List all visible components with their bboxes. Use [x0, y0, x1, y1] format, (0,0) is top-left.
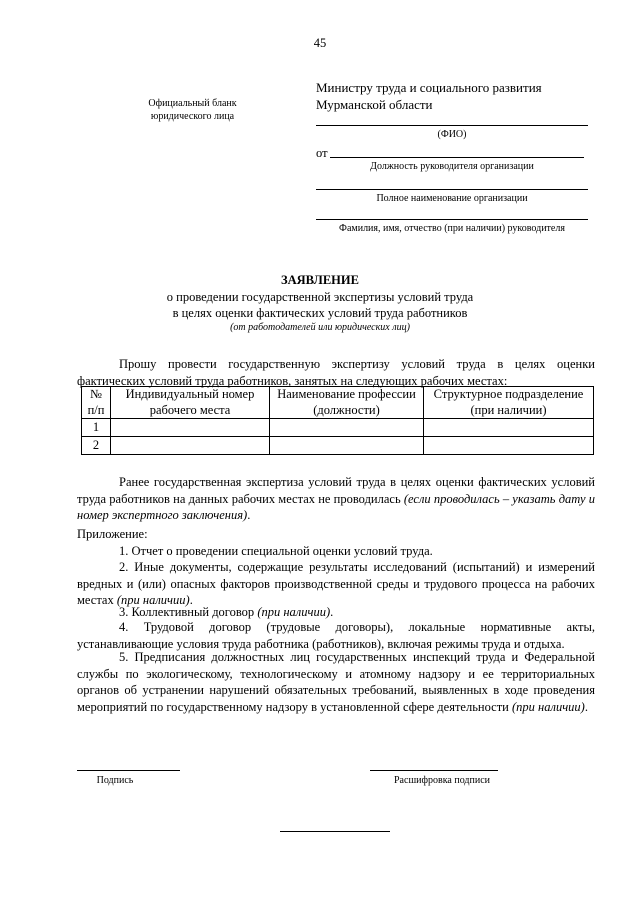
title-line1: о проведении государственной экспертизы условий труда	[166, 290, 474, 304]
letterhead-line1: Официальный бланк	[148, 98, 237, 109]
profession-cell	[270, 419, 424, 437]
department-cell	[424, 437, 594, 455]
addressee-block	[316, 79, 596, 113]
position-line	[330, 157, 584, 158]
from-label: от	[316, 146, 328, 160]
letterhead-line2: юридического лица	[150, 111, 235, 122]
title-line2: в целях оценки фактических условий труда работников	[172, 306, 468, 320]
prior-text: Ранее государственная экспертиза условий труда в целях оценки фактических условий труда работников на данных рабочих местах не проводилась	[77, 475, 595, 506]
attachment-item: 1. Отчет о проведении специальной оценки условий труда.	[119, 544, 433, 558]
addressee-line2: Мурманской области	[316, 97, 433, 112]
letterhead-placeholder	[120, 97, 265, 123]
attachments-label: Приложение:	[77, 527, 148, 541]
header-department: Структурное подразделение (при наличии)	[424, 387, 594, 419]
attachment-item: 3. Коллективный договор (при наличии).	[119, 605, 334, 619]
org-line	[316, 189, 588, 190]
footer-rule	[280, 831, 390, 832]
request-paragraph: Прошу провести государственную экспертизу условий труда в целях оценки фактических условий труда работников, занятых на следующих рабочих местах:	[77, 357, 595, 388]
signature-decode-line	[370, 770, 498, 771]
name-caption: Фамилия, имя, отчество (при наличии) руководителя	[339, 223, 565, 234]
header-profession: Наименование профессии (должности)	[270, 387, 424, 419]
workplaces-table	[81, 386, 594, 455]
signature-line	[77, 770, 180, 771]
attachment-item: 4. Трудовой договор (трудовые договоры), локальные нормативные акты, устанавливающие условия труда работника (работников), включая режимы труда и отдыха.	[77, 620, 595, 651]
fio-caption: (ФИО)	[437, 129, 467, 140]
name-line	[316, 219, 588, 220]
org-caption: Полное наименование организации	[376, 193, 528, 204]
title-note: (от работодателей или юридических лиц)	[230, 322, 410, 333]
workplace-id-cell	[111, 437, 270, 455]
row-number: 2	[82, 437, 111, 455]
row-number: 1	[82, 419, 111, 437]
department-cell	[424, 419, 594, 437]
document-title: ЗАЯВЛЕНИЕ	[281, 273, 359, 287]
profession-cell	[270, 437, 424, 455]
position-caption: Должность руководителя организации	[370, 161, 534, 172]
prior-expertise-paragraph: Ранее государственная экспертиза условий труда в целях оценки фактических условий труда работников на данных рабочих местах не проводилась (если проводилась – указать дату и номер экспертного заключения).	[77, 475, 595, 522]
header-number: № п/п	[82, 387, 111, 419]
page-number: 45	[313, 36, 327, 50]
attachment-item: 5. Предписания должностных лиц государственных инспекций труда и Федеральной службы по экологическому, технологическому и атомному надзору и ее территориальных органов об устранении нарушений обязательных требований, выявленных в ходе проведения мероприятий по государственному надзору в установленной сфере деятельности (при наличии).	[77, 650, 595, 714]
header-workplace-id: Индивидуальный номер рабочего места	[111, 387, 270, 419]
signature-caption: Подпись	[96, 775, 134, 786]
workplace-id-cell	[111, 419, 270, 437]
fio-line	[316, 125, 588, 126]
table-header-row	[82, 387, 594, 419]
table-row	[82, 437, 594, 455]
table-row	[82, 419, 594, 437]
attachment-item: 2. Иные документы, содержащие результаты исследований (испытаний) и измерений вредных и (или) опасных факторов производственной среды и трудового процесса на рабочих местах (при наличии).	[77, 560, 595, 607]
signature-decode-caption: Расшифровка подписи	[394, 775, 490, 786]
addressee-line1: Министру труда и социального развития	[316, 80, 542, 95]
prior-italic-note: (если проводилась – указать дату и номер экспертного заключения)	[77, 491, 595, 522]
